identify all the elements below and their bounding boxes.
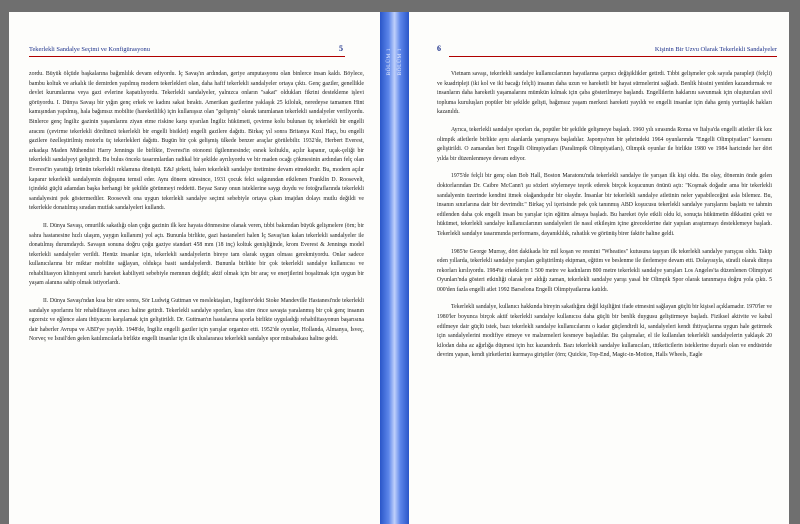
left-header-title: Tekerlekli Sandalye Seçimi ve Konfigürasyonu: [29, 46, 150, 53]
right-paragraph-1: Vietnam savaşı, tekerlekli sandalye kullanıcılarının hayatlarına çarpıcı değişiklikler getirdi. Tıbbi gelişmeler çok sayıda parapleji (felçli) ve kuadripleji (iki kol ve iki bacağı felçli) insanın daha uzun ve hareketli bir hayat sürmelerini sağladı. Benlik hissini yeniden kazandırmak ve insanların daha hareketli yaşamalarını mümkün kılmak için çaba gösterilmeye başlandı. Engellilerin haklarını savunmak için oluşturulan sivil topluma kuruluşları popüler bir şekilde gelişti, bağımsız yaşam merkezi hareketi yayıldı ve engelli insanlar için daha geniş yurttaşlık hakları kazanıldı.: [437, 71, 772, 116]
right-paragraph-5: Tekerlekli sandalye, kullanıcı hakkında bireyin sakatlığını değil kişiliğini ifade etmesini sağlayan güçlü bir kişisel açıklamadır. 1970'ler ve 1980'ler boyunca birçok aktif tekerlekli sandalye kullanıcısı daha güçlü bir benlik duygusu geliştirmeye başladı. Fiziksel aktivite ve kabul edilmeye dair güçlü istek, bazı tekerlekli sandalye kullanıcılarını o kadar güçlendirdi ki, sandalyeleri kendi ihtiyaçlarına uygun hale getirmek için sandalyelerini modifiye etmeye ve malzemeleri kesmeye başladılar. Bu çalışmalar, el ile kullanılan tekerlekli sandalyelerin yaklaşık 20 kilodan daha az ağırlığa düşmesi için hız kazandırdı. Bazı tekerlekli sandalye kullanıcıları, titiketicilerin isteklerine duyarlı olan ve endüstride devrim yapan, kendi şirketlerini kurmaya giriştiler (örn; Quickie, Top-End, Magic-in-Motion, Halls Wheels, Eagle: [437, 304, 772, 359]
left-page: [9, 12, 389, 524]
left-header-rule: [29, 56, 345, 57]
spine-chapter-label-left: BÖLÜM 1: [386, 48, 392, 76]
book-spine: [380, 12, 409, 524]
right-page: [409, 12, 789, 524]
spine-chapter-label-right: BÖLÜM 1: [397, 48, 403, 76]
right-header-rule: [449, 56, 777, 57]
left-page-number: 5: [339, 44, 343, 53]
left-paragraph-2: II. Dünya Savaşı, omurilik sakatlığı olan çoğu gazinin ilk kez hayata dönmesine olanak veren, tıbbi bakımdan büyük gelişmelere (örn; bir sahra hastanesine hızlı ulaşım, yaygın kullanım) yol açtı. Bununla birlikte, gazi hastaneleri halen İç Savaş'tan kalan tekerlekli sandalyeler ile donatılmış durumdaydı. Savaşın sonuna doğru çoğu gaziye standart 458 mm (18 inç) koltuk genişliğinde, krom Everest & Jennings model tekerlekli sandalyeler verildi. Henüz insanlar için, tekerlekli sandalyelerin bireye tam olarak uygun olması gerekmiyordu. Onlar sadece kullanıcılarına bir miktar mobilite sağlayan, oldukça basit sandalyelerdi. Bununla birlikte bir çok tekerlekli sandalye kullanıcısı ve rehabilitasyon klinisyeni sınırlı hareket kabiliyeti sebebiyle memnun değildi; aktif olmak için bir araç ve enerjilerini boşaltmak için uygun bir yaşam alanına sahip olmak istiyorlardı.: [29, 222, 364, 287]
right-paragraph-2: Ayrıca, tekerlekli sandalye sporları da, popüler bir şekilde gelişmeye başladı. 1960 yılı sırasında Roma ve İtalya'da engelli atletler ilk kez olimpik atletlerle birlikte aynı alanlarda yarışmaya başladılar. Japonya'nın bir şehrindeki 1964 oyunlarında "Engelli Olimpiyatları" kavramı geliştirildi. O zamandan beri Engelli Olimpiyatları (Paralimpik Olimpiyatları), Olimpik oyunlar ile birlikte 1980 ve 1984 haricinde her dört yılda bir düzenlenmeye devam ediyor.: [437, 126, 772, 162]
right-paragraph-3: 1975'de felçli bir genç olan Bob Hall, Boston Maratonu'nda tekerlekli sandalye ile yarışan ilk kişi oldu. Bu olay, dönemin önde gelen doktorlarından Dr. Caibre McCann'i şu sözleri söylemeye teşvik ederek birçok koşucunun önünü açtı: "Koşmak doğadır ama bir tekerlekli sandalyenin üzerinde kendini itmek olağandışıdır bir olaydır. İnsanlar bir tekerlekli sandalye atletinin neler yapabileceğini asla bilemez. Bu, insanın sınırlarına dair bir devrimdir." Birkaç yıl içerisinde pek çok tanınmış ABD koşucusu tekerlekli sandalye yarışlarını başlattı ve tahmin edilenden daha çok engelli insan bu yarışlar için eğitim almaya başladı. Bu hareket öyle etkili oldu ki, sonuçta hükümetin dikkatini çekti ve hükümet, tekerlekli sandalye kullanıcılarının sandalyeleri ile nasıl etkileşim içine gireceklerine dair yapılan araştırmayı desteklemeye başladı. Tekerlekli sandalye tasarımında performans, dayanıklılık, rahatlık ve görünüş birer faktör haline geldi.: [437, 173, 772, 237]
left-body-text: [29, 70, 364, 353]
right-paragraph-4: 1985'te George Murray, dört dakikada bir mil koşan ve resmini "Wheaties" kutusuna taşıyan ilk tekerlekli sandalye yarışçısı oldu. Takip eden yıllarda, tekerlekli sandalye yarışları geliştirilmiş ekipman, eğitim ve beslenme ile ilerlemeye devam etti. Dolayısıyla, süratli olarak dünya rekorları kırılıyordu. 1984'te erkeklerin 1 500 metre ve kadınların 800 metre tekerlekli sandalye yarışları Los Angeles'ta düzenlenen Olimpiyat Oyunları'nda gösteri etkinliği olarak yer aldığı zaman, tekerlekli sandalye yarışı yasal bir Olimpik Spor olarak tanınmaya doğru yola çıktı. 5 000'den fazla engelli atlet 1992 Barselona Engelli Olimpiyatlarına katıldı.: [437, 248, 772, 293]
right-body-text: [437, 70, 772, 369]
left-paragraph-1: zordu. Büyük ölçüde başkalarına bağımlılık devam ediyordu. İç Savaş'ın ardından, geriye amputasyonu olan binlerce insan kaldı. Böylece, bambu koltuk ve arkalık ile demirden yapılmış modern tekerlekleri olan, daha hafif tekerlekli sandalyeler ortaya çıktı. Genç gaziler, genellikle devlet kurumlarına veya gazi evlerine kapatılıyordu. Tekerlekli sandalyeler, yalnızca onların "sakat" oldukları fikrini destekleme işlevi görüyordu. I. Dünya Savaşı bir yığın genç erkek ve kadını sakat bıraktı. Amerikan gazilerine yaklaşık 25 kiloluk, neredeyse tamamen Hint kamışından yapılmış, hala bağımsız mobilite (hareketlilik) için kullanışsız olan "gelişmiş" olarak tanımlanan tekerlekli sandalyeler veriliyordu. Binlerce genç İngiliz gazinin yaşamlarını ziyan etme riskine karşı uyarılan İngiliz hükümeti, çevirme kolu bulunan üç tekerlekli bir engelli aracını (çevirme tekerlekli dördüncü tekerlekli bir engelli bisiklet) engelli gazilere dağıttı. Birkaç yıl sonra Britanya Kızıl Haçı, bu engelli gazilere özelleştirilmiş motorlu üç tekerlekleri dağıttı. Bugün bir çok gelişmiş ülkede benzer araçlar görülebilir. 1932'de, Herbert Everest, arkadaşı Maden Mühendisi Harry Jennings ile birlikte, Everest'in otonomi ilgilenmesinde; esnek koltuklu, açılır kapanır, uçak-çeliği bir tekerlekli sandalyeyi geliştirdi. Bu bulus öncekı tasarımlardan radikal bir şekilde ayrılıyordu ve bir maden ocağı çökmesinin ardından felç olan Everest'in yarattığı ürünün tekerlekli reklamına dönüştü. E&J şirketi, halen tekerlekli sandalye üretimine devam etmektedir. Bu, modern açılır kapanır tekerlekli sandalyenin doğuşunu temsil eder. Aynı dönem süresince, 1931 çocuk felci salgınından etkilenen Franklin D. Roosevelt, içindeki güçlü adamdan başka herhangi bir şekilde görünmeyi reddetti. Beyaz Saray onun isteklerine saygı duydu ve fotoğraflarında tekerlekli sandalyesini pek göstermediler. Roosevelt ona uygun tekerlekli sandalye seçimi sebebiyle ortaya çıkan imajdan dolayı mutlu değildi ve tekerlekle donatılmış sıradan mutfak sandalyeleri kullandı.: [29, 71, 364, 212]
right-header-title: Kişinin Bir Uzvu Olarak Tekerlekli Sandalyeler: [654, 46, 777, 53]
left-paragraph-3: II. Dünya Savaşı'ndan kısa bir süre sonra, Sör Ludwig Guttman ve meslektaşları, İngiltere'deki Stoke Mandeville Hastanesi'nde tekerlekli sandalye sporlarını bir rehabilitasyon aracı haline getirdi. Tekerlekli sandalye sporları, kısa süre önce savaşta yaralanmış bir çok genç insanın egzersiz ve eğlence alanı ihtiyacını karşılamak için geliştirildi. Dr. Guttman'ın hastalarına sporla birlikte uyguladığı rehabilitasyonun başarısına dair haberler Avrupa ve ABD'ye yayıldı. 1948'de, İngiliz engelli gaziler için yarışlar organize etti. 1952'de oyunlar, Hollanda, Almanya, İsveç, Norveç ve İsrail'den gelen katılımcılarla birlikte engelli insanlar için ilk uluslararası tekerlekli sandalye spor müsabakası haline geldi.: [29, 298, 364, 343]
right-page-number: 6: [437, 44, 441, 53]
